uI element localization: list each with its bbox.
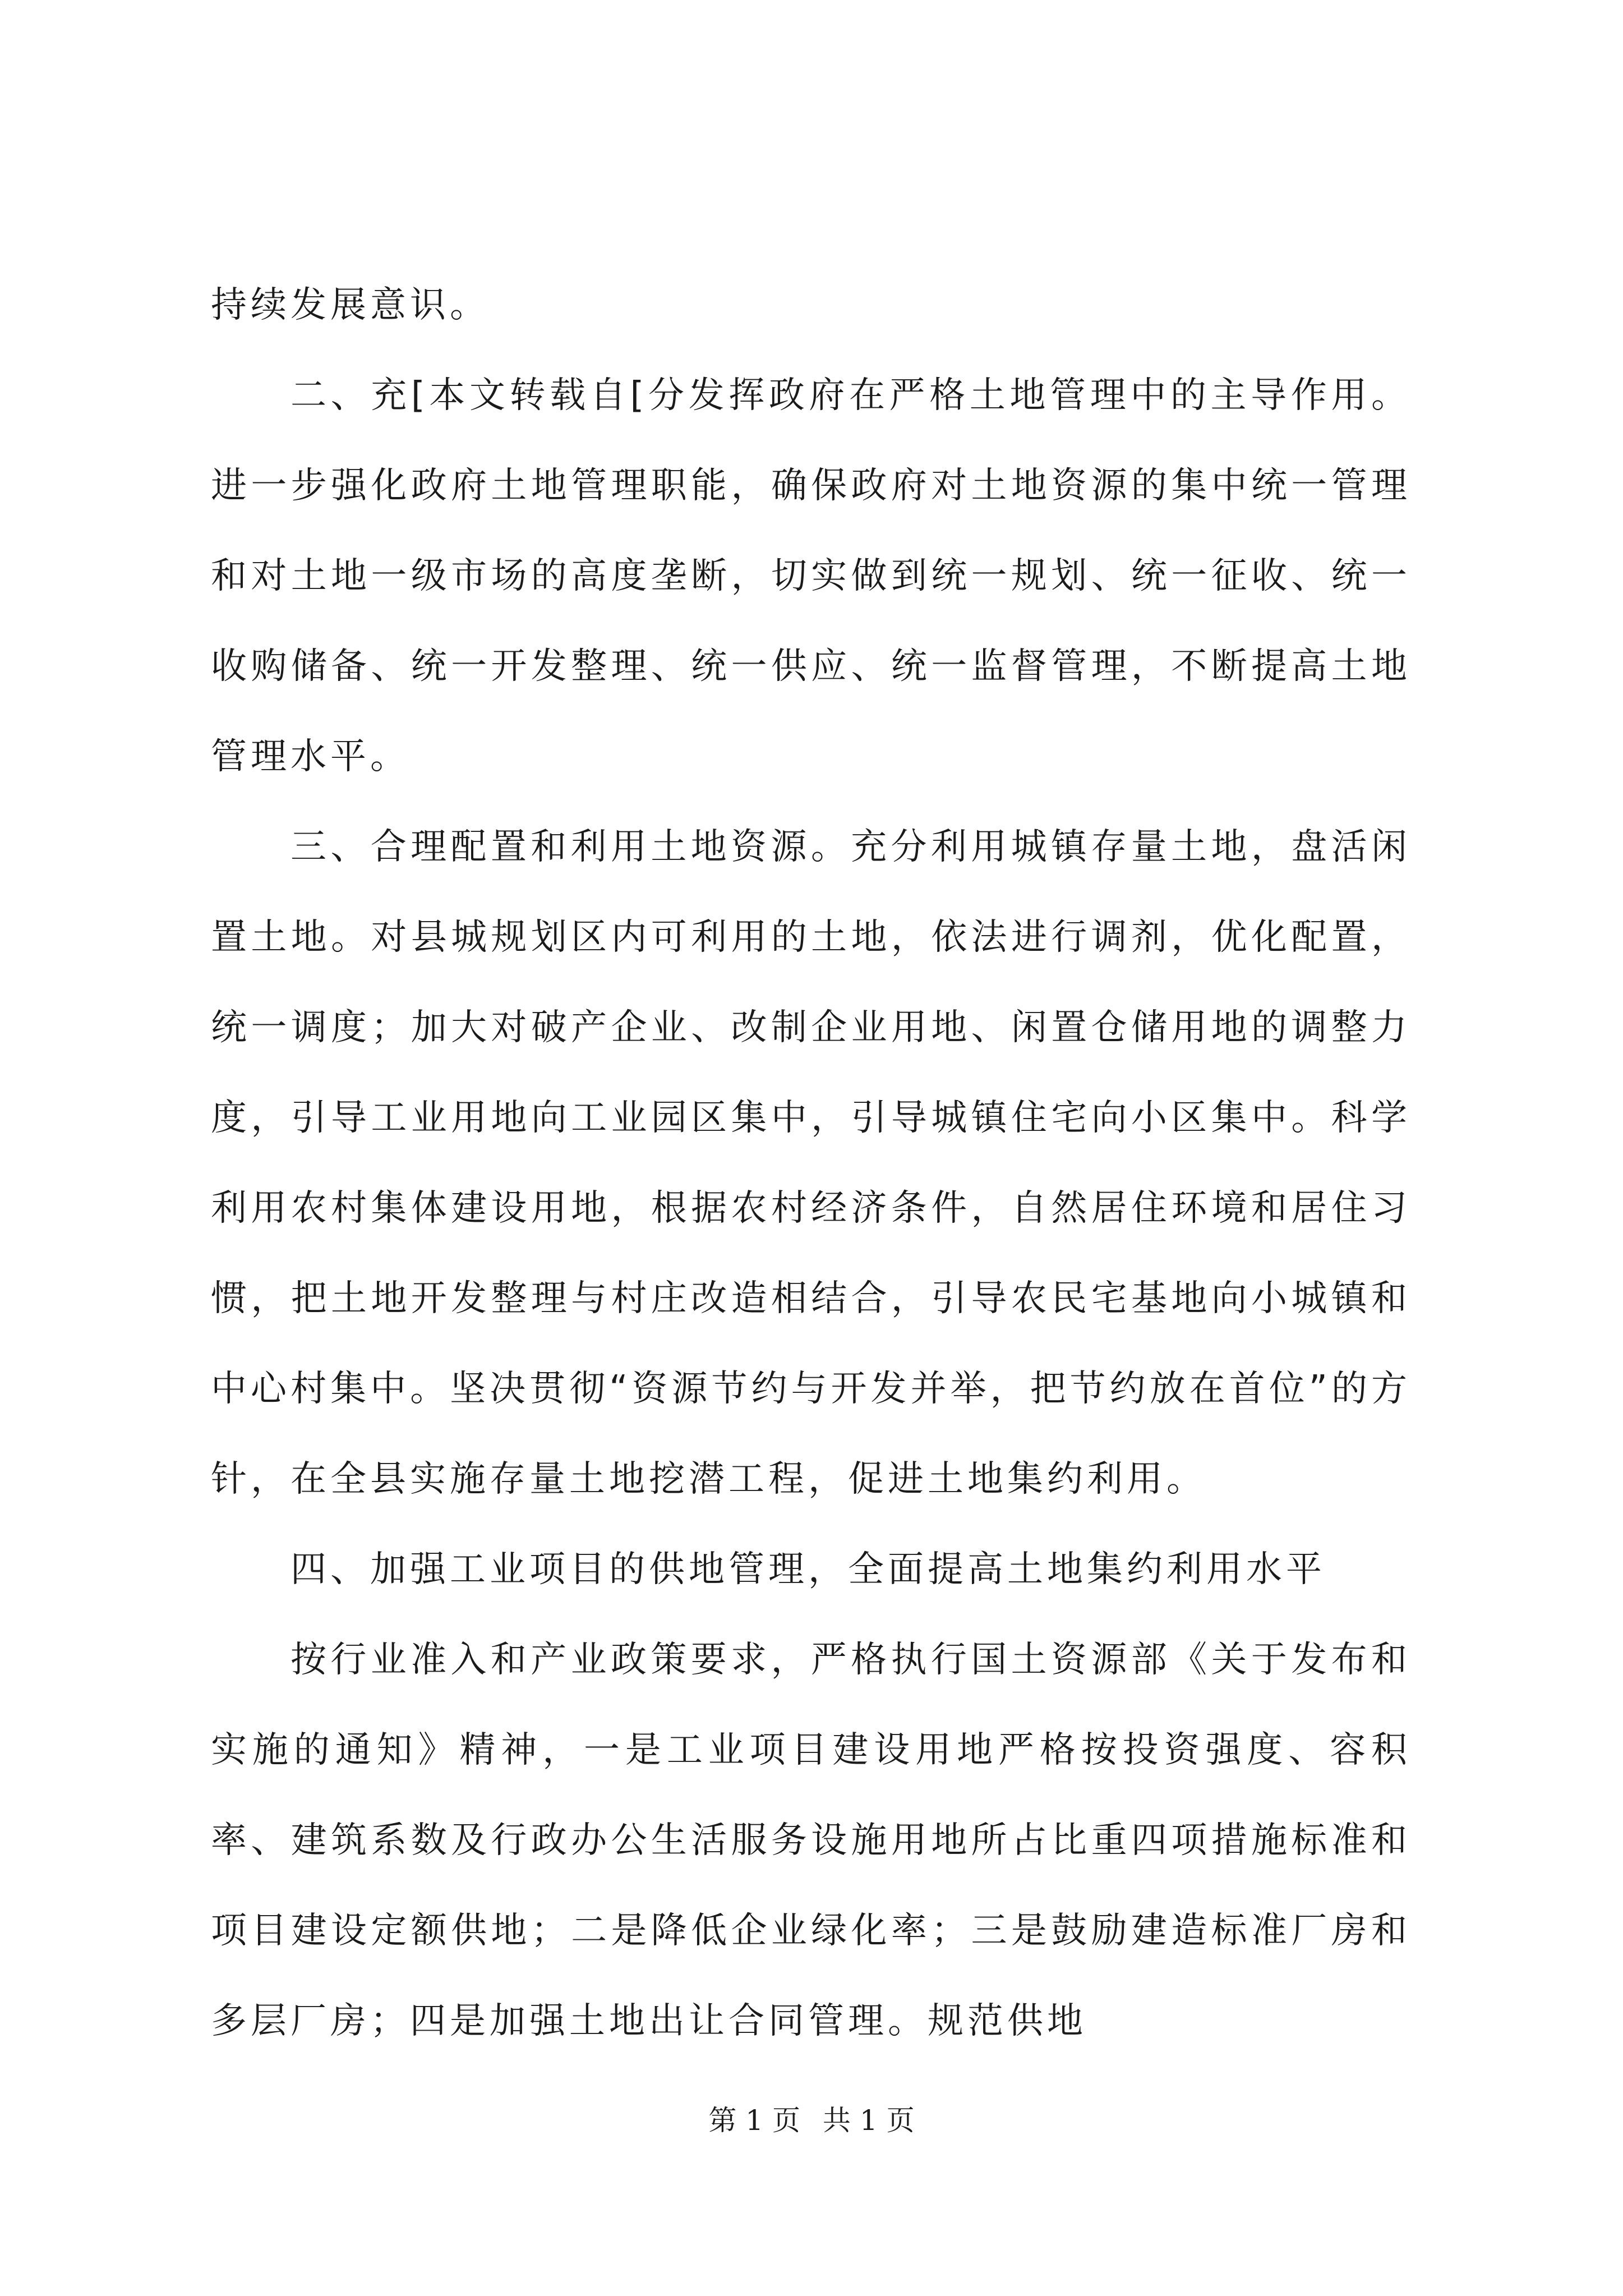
page-footer: [0, 2104, 1623, 2137]
paragraph-4: 四、加强工业项目的供地管理，全面提高土地集约利用水平: [291, 1549, 1326, 1590]
document-body: [211, 260, 1411, 2067]
paragraph-3: 三、合理配置和利用土地资源。充分利用城镇存量土地，盘活闲置土地。对县城规划区内可利用的土地，依法进行调剂，优化配置，统一调度；加大对破产企业、改制企业用地、闲置仓储用地的调整力度，引导工业用地向工业园区集中，引导城镇住宅向小区集中。科学利用农村集体建设用地，根据农村经济条件，自然居住环境和居住习惯，把土地开发整理与村庄改造相结合，引导农民宅基地向小城镇和中心村集中。坚决贯彻“资源节约与开发并举，把节约放在首位”的方针，在全县实施存量土地挖潜工程，促进土地集约利用。: [211, 826, 1411, 1500]
paragraph-2: 二、充[本文转载自[分发挥政府在严格土地管理中的主导作用。进一步强化政府土地管理职能，确保政府对土地资源的集中统一管理和对土地一级市场的高度垄断，切实做到统一规划、统一征收、统一收购储备、统一开发整理、统一供应、统一监督管理，不断提高土地管理水平。: [211, 375, 1411, 777]
paragraph-5: 按行业准入和产业政策要求，严格执行国土资源部《关于发布和实施的通知》精神，一是工业项目建设用地严格按投资强度、容积率、建筑系数及行政办公生活服务设施用地所占比重四项措施标准和项目建设定额供地；二是降低企业绿化率；三是鼓励建造标准厂房和多层厂房；四是加强土地出让合同管理。规范供地: [211, 1639, 1411, 2042]
paragraph-1: 持续发展意识。: [211, 284, 490, 326]
page-total: 共 1 页: [823, 2104, 915, 2137]
page-number: 第 1 页: [708, 2104, 800, 2137]
